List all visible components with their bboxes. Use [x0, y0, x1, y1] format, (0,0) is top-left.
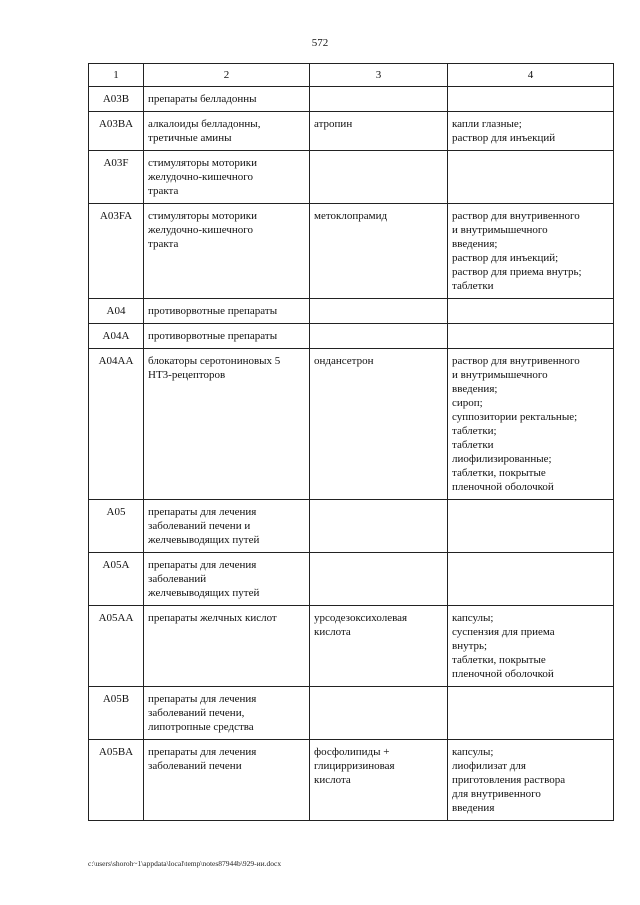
atc-code-cell: A03FA	[89, 204, 144, 299]
cell-text-line: препараты для лечения	[148, 693, 257, 705]
cell-text-line: препараты для лечения	[148, 746, 257, 758]
substance-cell	[310, 740, 448, 821]
cell-text-line: фосфолипиды +	[314, 746, 390, 758]
group-name-cell	[144, 606, 310, 687]
cell-text-line: внутрь;	[452, 640, 488, 652]
substance-cell	[310, 299, 448, 324]
substance-cell	[310, 112, 448, 151]
group-name-cell	[144, 151, 310, 204]
cell-text-line: третичные амины	[148, 132, 232, 144]
dosage-forms-cell	[448, 606, 614, 687]
cell-text-line: метоклопрамид	[314, 210, 388, 222]
cell-text-line: заболеваний	[148, 573, 207, 585]
cell-text-line: раствор для приема внутрь;	[452, 266, 582, 278]
cell-text-line: блокаторы серотониновых 5	[148, 355, 281, 367]
group-name-cell	[144, 324, 310, 349]
cell-text-line: суппозитории ректальные;	[452, 411, 578, 423]
table-row	[89, 553, 614, 606]
cell-text-line: кислота	[314, 626, 351, 638]
table-row	[89, 299, 614, 324]
cell-text-line: суспензия для приема	[452, 626, 555, 638]
cell-text-line: введения;	[452, 238, 498, 250]
group-name-cell	[144, 112, 310, 151]
dosage-forms-cell	[448, 87, 614, 112]
dosage-forms-cell	[448, 112, 614, 151]
atc-code-cell: A04AA	[89, 349, 144, 500]
cell-text-line: раствор для внутривенного	[452, 210, 580, 222]
cell-text-line: раствор для инъекций	[452, 132, 556, 144]
group-name-cell	[144, 204, 310, 299]
substance-cell	[310, 349, 448, 500]
atc-code-cell: A05A	[89, 553, 144, 606]
cell-text-line: HT3-рецепторов	[148, 369, 226, 381]
cell-text-line: желчевыводящих путей	[148, 587, 260, 599]
atc-code-cell: A05BA	[89, 740, 144, 821]
atc-code-cell: A03B	[89, 87, 144, 112]
table-row	[89, 349, 614, 500]
cell-text-line: противорвотные препараты	[148, 330, 278, 342]
cell-text-line: пленочной оболочкой	[452, 668, 554, 680]
column-header-substance: 3	[310, 64, 448, 87]
dosage-forms-cell	[448, 204, 614, 299]
cell-text-line: пленочной оболочкой	[452, 481, 554, 493]
cell-text-line: для внутривенного	[452, 788, 541, 800]
substance-cell	[310, 553, 448, 606]
atc-code-cell: A04	[89, 299, 144, 324]
substance-cell	[310, 87, 448, 112]
table-row	[89, 606, 614, 687]
dosage-forms-cell	[448, 324, 614, 349]
cell-text-line: и внутримышечного	[452, 369, 548, 381]
cell-text-line: глицирризиновая	[314, 760, 395, 772]
dosage-forms-cell	[448, 500, 614, 553]
atc-code-cell: A05AA	[89, 606, 144, 687]
cell-text-line: таблетки, покрытые	[452, 654, 546, 666]
group-name-cell	[144, 740, 310, 821]
substance-cell	[310, 324, 448, 349]
group-name-cell	[144, 687, 310, 740]
atc-code-cell: A03F	[89, 151, 144, 204]
cell-text-line: капсулы;	[452, 612, 494, 624]
cell-text-line: капли глазные;	[452, 118, 522, 130]
cell-text-line: препараты белладонны	[148, 93, 257, 105]
cell-text-line: стимуляторы моторики	[148, 157, 258, 169]
cell-text-line: и внутримышечного	[452, 224, 548, 236]
table-row	[89, 324, 614, 349]
cell-text-line: алкалоиды белладонны,	[148, 118, 261, 130]
cell-text-line: кислота	[314, 774, 351, 786]
dosage-forms-cell	[448, 349, 614, 500]
cell-text-line: таблетки;	[452, 425, 497, 437]
column-header-name: 2	[144, 64, 310, 87]
substance-cell	[310, 151, 448, 204]
atc-code-cell: A03BA	[89, 112, 144, 151]
dosage-forms-cell	[448, 299, 614, 324]
cell-text-line: препараты для лечения	[148, 559, 257, 571]
cell-text-line: сироп;	[452, 397, 483, 409]
cell-text-line: введения	[452, 802, 495, 814]
cell-text-line: таблетки, покрытые	[452, 467, 546, 479]
atc-code-cell: A05B	[89, 687, 144, 740]
column-header-forms: 4	[448, 64, 614, 87]
cell-text-line: желудочно-кишечного	[148, 224, 253, 236]
group-name-cell	[144, 349, 310, 500]
atc-code-cell: A05	[89, 500, 144, 553]
atc-code-cell: A04A	[89, 324, 144, 349]
footer-file-path: c:\users\shoroh~1\appdata\local\temp\notes87944b\929-ии.docx	[88, 859, 282, 868]
cell-text-line: заболеваний печени и	[148, 520, 251, 532]
cell-text-line: тракта	[148, 238, 179, 250]
cell-text-line: раствор для внутривенного	[452, 355, 580, 367]
cell-text-line: тракта	[148, 185, 179, 197]
table-row	[89, 112, 614, 151]
column-header-code: 1	[89, 64, 144, 87]
cell-text-line: атропин	[314, 118, 353, 130]
group-name-cell	[144, 87, 310, 112]
group-name-cell	[144, 299, 310, 324]
cell-text-line: желудочно-кишечного	[148, 171, 253, 183]
cell-text-line: липотропные средства	[148, 721, 254, 733]
cell-text-line: препараты желчных кислот	[148, 612, 277, 624]
cell-text-line: приготовления раствора	[452, 774, 566, 786]
substance-cell	[310, 687, 448, 740]
cell-text-line: заболеваний печени,	[148, 707, 245, 719]
substance-cell	[310, 204, 448, 299]
cell-text-line: ондансетрон	[314, 355, 374, 367]
cell-text-line: таблетки	[452, 280, 494, 292]
dosage-forms-cell	[448, 740, 614, 821]
cell-text-line: урсодезоксихолевая	[314, 612, 408, 624]
cell-text-line: раствор для инъекций;	[452, 252, 559, 264]
table-row	[89, 87, 614, 112]
cell-text-line: капсулы;	[452, 746, 494, 758]
page-number: 572	[311, 37, 329, 49]
substance-cell	[310, 500, 448, 553]
cell-text-line: таблетки	[452, 439, 494, 451]
dosage-forms-cell	[448, 687, 614, 740]
cell-text-line: лиофилизированные;	[452, 453, 552, 465]
cell-text-line: введения;	[452, 383, 498, 395]
group-name-cell	[144, 500, 310, 553]
group-name-cell	[144, 553, 310, 606]
dosage-forms-cell	[448, 151, 614, 204]
table-row	[89, 500, 614, 553]
table-row	[89, 740, 614, 821]
table-row	[89, 151, 614, 204]
table-row	[89, 687, 614, 740]
cell-text-line: препараты для лечения	[148, 506, 257, 518]
table-header-row	[89, 64, 614, 87]
drug-table	[88, 63, 614, 821]
table-row	[89, 204, 614, 299]
cell-text-line: противорвотные препараты	[148, 305, 278, 317]
dosage-forms-cell	[448, 553, 614, 606]
cell-text-line: желчевыводящих путей	[148, 534, 260, 546]
cell-text-line: заболеваний печени	[148, 760, 242, 772]
cell-text-line: лиофилизат для	[452, 760, 526, 772]
substance-cell	[310, 606, 448, 687]
cell-text-line: стимуляторы моторики	[148, 210, 258, 222]
